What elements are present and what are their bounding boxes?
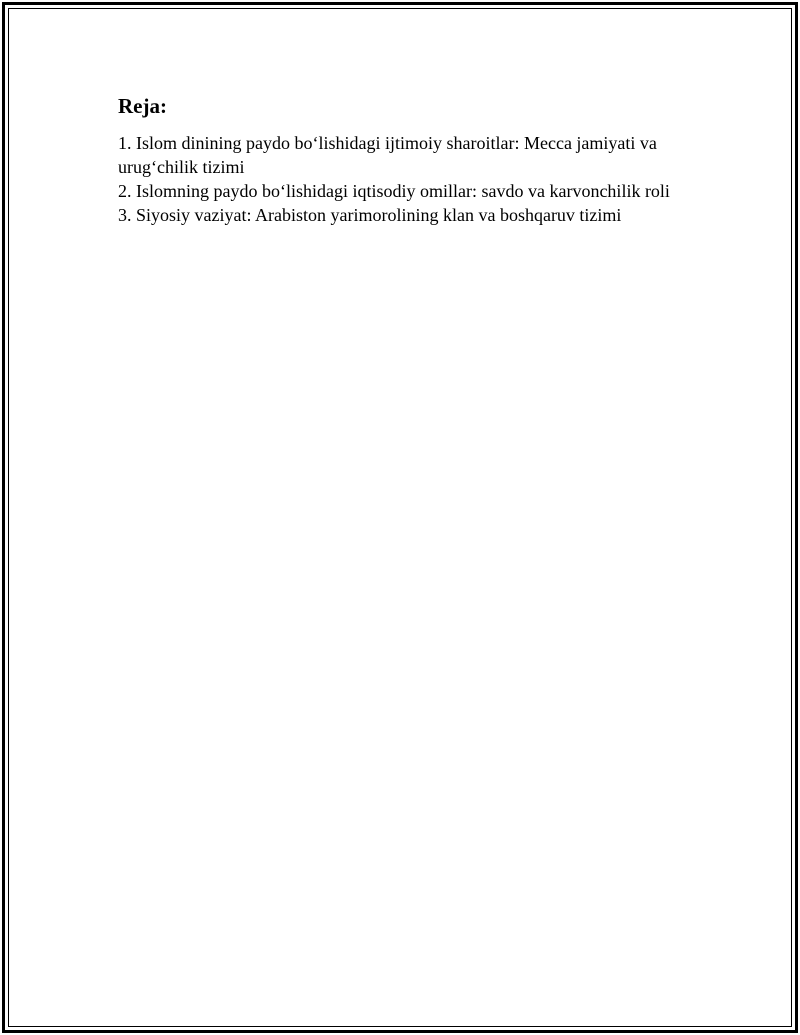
plan-heading: Reja: xyxy=(118,94,167,118)
plan-item-1: 1. Islom dinining paydo bo‘lishidagi ijtimoiy sharoitlar: Mecca jamiyati va urug‘chilik tizimi xyxy=(118,133,657,177)
plan-list xyxy=(118,131,718,227)
document-content xyxy=(118,93,718,227)
plan-item-3: 3. Siyosiy vaziyat: Arabiston yarimorolining klan va boshqaruv tizimi xyxy=(118,205,622,225)
plan-item-2: 2. Islomning paydo bo‘lishidagi iqtisodiy omillar: savdo va karvonchilik roli xyxy=(118,181,670,201)
